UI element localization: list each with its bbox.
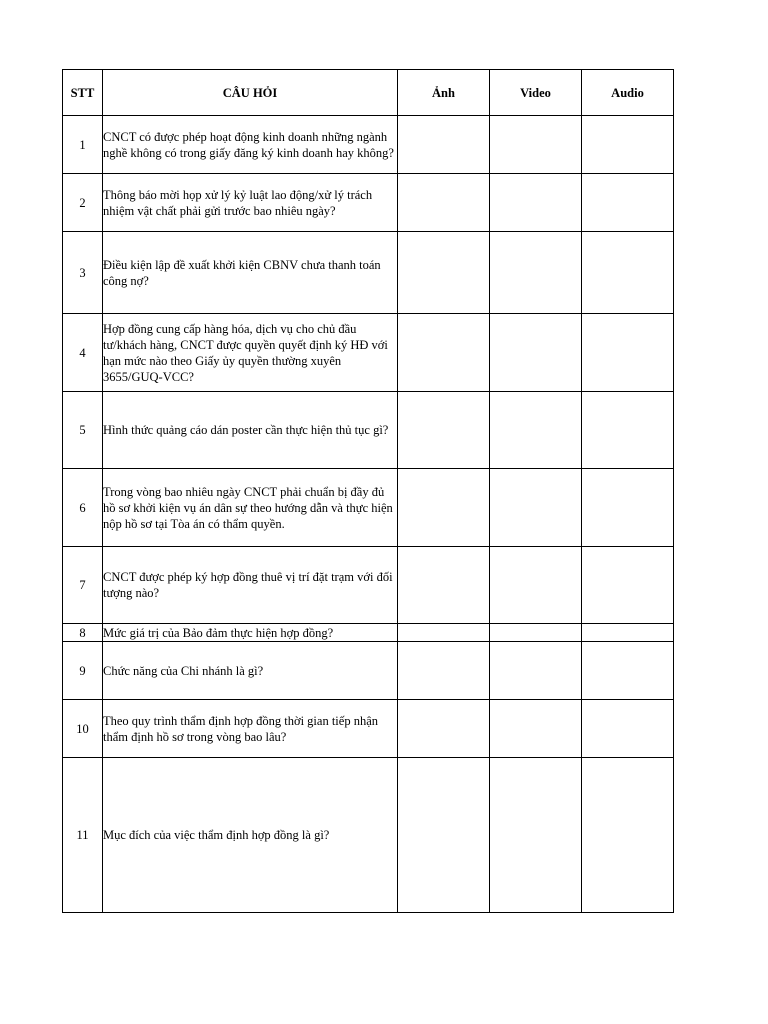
header-audio: Audio — [582, 70, 674, 116]
video-cell[interactable] — [490, 758, 582, 913]
audio-cell[interactable] — [582, 116, 674, 174]
question-cell: Điều kiện lập đề xuất khởi kiện CBNV chưa thanh toán công nợ? — [103, 232, 398, 314]
question-cell: Mức giá trị của Bảo đảm thực hiện hợp đồng? — [103, 624, 398, 642]
video-cell[interactable] — [490, 392, 582, 469]
question-cell: Trong vòng bao nhiêu ngày CNCT phải chuẩn bị đầy đủ hồ sơ khởi kiện vụ án dân sự theo hướng dẫn và thực hiện nộp hồ sơ tại Tòa án có thẩm quyền. — [103, 469, 398, 547]
image-cell[interactable] — [398, 469, 490, 547]
row-number: 4 — [63, 314, 103, 392]
image-cell[interactable] — [398, 174, 490, 232]
audio-cell[interactable] — [582, 314, 674, 392]
row-number: 3 — [63, 232, 103, 314]
table-row — [63, 174, 674, 232]
question-cell: Mục đích của việc thẩm định hợp đồng là gì? — [103, 758, 398, 913]
audio-cell[interactable] — [582, 232, 674, 314]
video-cell[interactable] — [490, 624, 582, 642]
image-cell[interactable] — [398, 642, 490, 700]
table-row — [63, 547, 674, 624]
video-cell[interactable] — [490, 700, 582, 758]
audio-cell[interactable] — [582, 624, 674, 642]
table-row — [63, 469, 674, 547]
video-cell[interactable] — [490, 469, 582, 547]
question-cell: Thông báo mời họp xử lý kỷ luật lao động/xử lý trách nhiệm vật chất phải gửi trước bao nhiêu ngày? — [103, 174, 398, 232]
audio-cell[interactable] — [582, 469, 674, 547]
audio-cell[interactable] — [582, 700, 674, 758]
table-row — [63, 700, 674, 758]
image-cell[interactable] — [398, 232, 490, 314]
audio-cell[interactable] — [582, 642, 674, 700]
video-cell[interactable] — [490, 314, 582, 392]
header-stt: STT — [63, 70, 103, 116]
table-row — [63, 392, 674, 469]
question-cell: Hợp đồng cung cấp hàng hóa, dịch vụ cho chủ đầu tư/khách hàng, CNCT được quyền quyết định ký HĐ với hạn mức nào theo Giấy ủy quyền thường xuyên 3655/GUQ-VCC? — [103, 314, 398, 392]
image-cell[interactable] — [398, 392, 490, 469]
row-number: 11 — [63, 758, 103, 913]
image-cell[interactable] — [398, 314, 490, 392]
question-cell: CNCT được phép ký hợp đồng thuê vị trí đặt trạm với đối tượng nào? — [103, 547, 398, 624]
row-number: 1 — [63, 116, 103, 174]
video-cell[interactable] — [490, 174, 582, 232]
image-cell[interactable] — [398, 758, 490, 913]
video-cell[interactable] — [490, 547, 582, 624]
image-cell[interactable] — [398, 624, 490, 642]
audio-cell[interactable] — [582, 547, 674, 624]
row-number: 8 — [63, 624, 103, 642]
table-row — [63, 232, 674, 314]
header-video: Video — [490, 70, 582, 116]
table-header-row — [63, 70, 674, 116]
question-cell: Hình thức quảng cáo dán poster cần thực hiện thủ tục gì? — [103, 392, 398, 469]
video-cell[interactable] — [490, 642, 582, 700]
question-sheet — [62, 69, 673, 913]
table-row — [63, 758, 674, 913]
image-cell[interactable] — [398, 116, 490, 174]
row-number: 10 — [63, 700, 103, 758]
video-cell[interactable] — [490, 116, 582, 174]
header-question: CÂU HỎI — [103, 70, 398, 116]
video-cell[interactable] — [490, 232, 582, 314]
question-cell: Chức năng của Chi nhánh là gì? — [103, 642, 398, 700]
audio-cell[interactable] — [582, 758, 674, 913]
table-row — [63, 624, 674, 642]
table-row — [63, 642, 674, 700]
table-row — [63, 314, 674, 392]
audio-cell[interactable] — [582, 174, 674, 232]
question-cell: Theo quy trình thẩm định hợp đồng thời gian tiếp nhận thẩm định hồ sơ trong vòng bao lâu? — [103, 700, 398, 758]
row-number: 7 — [63, 547, 103, 624]
question-cell: CNCT có được phép hoạt động kinh doanh những ngành nghề không có trong giấy đăng ký kinh doanh hay không? — [103, 116, 398, 174]
row-number: 6 — [63, 469, 103, 547]
row-number: 9 — [63, 642, 103, 700]
question-table — [62, 69, 674, 913]
row-number: 2 — [63, 174, 103, 232]
image-cell[interactable] — [398, 547, 490, 624]
audio-cell[interactable] — [582, 392, 674, 469]
row-number: 5 — [63, 392, 103, 469]
header-image: Ảnh — [398, 70, 490, 116]
image-cell[interactable] — [398, 700, 490, 758]
table-row — [63, 116, 674, 174]
